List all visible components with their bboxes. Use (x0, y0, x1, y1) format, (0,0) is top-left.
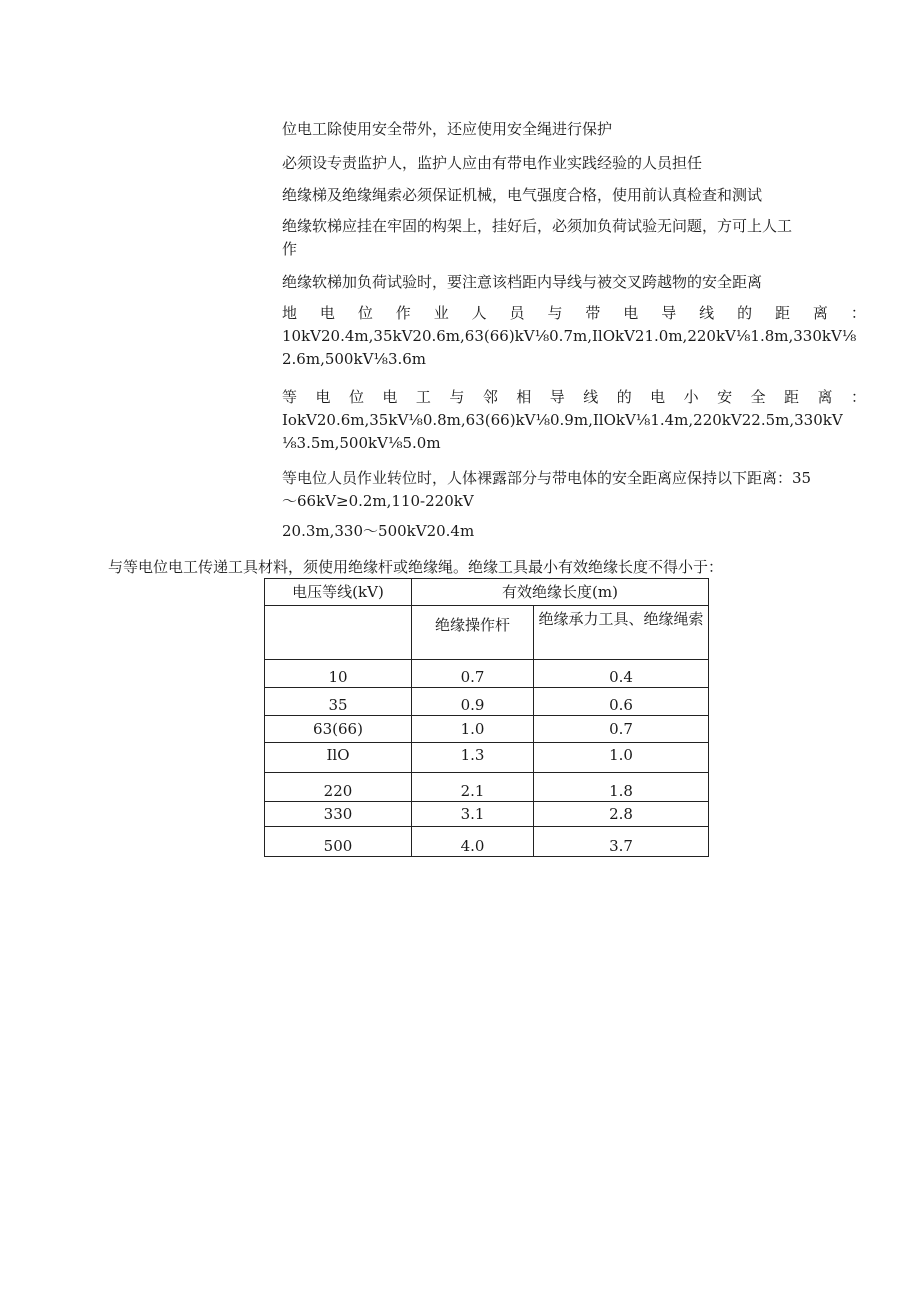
cell-rod: 1.0 (412, 716, 534, 743)
cell-rod: 0.7 (412, 660, 534, 688)
cell-rod: 2.1 (412, 773, 534, 802)
cell-voltage: IlO (265, 743, 412, 773)
paragraph-text: 绝缘梯及绝缘绳索必须保证机械，电气强度合格，使用前认真检查和测试 (282, 186, 763, 204)
subheader-operating-rod: 绝缘操作杆 (412, 606, 534, 660)
cell-voltage: 10 (265, 660, 412, 688)
paragraph-text: IokV20.6m,35kV⅛0.8m,63(66)kV⅛0.9m,IlOkV⅛1.4m,220kV22.5m,330kV (282, 411, 843, 429)
paragraph-text: 10kV20.4m,35kV20.6m,63(66)kV⅛0.7m,IlOkV21.0m,220kV⅛1.8m,330kV⅛ (282, 327, 857, 345)
paragraph-text: ～66kV≥0.2m,110-220kV (282, 492, 474, 510)
cell-rope: 1.8 (534, 773, 709, 802)
cell-rod: 0.9 (412, 688, 534, 716)
paragraph-transfer-distance-cont (282, 520, 866, 543)
paragraph-text: 必须设专责监护人，监护人应由有带电作业实践经验的人员担任 (282, 154, 703, 172)
table-row (265, 660, 709, 688)
cell-voltage: 220 (265, 773, 412, 802)
cell-rod: 3.1 (412, 802, 534, 827)
paragraph-transfer-position (282, 467, 866, 513)
table-subheader-row (265, 606, 709, 660)
cell-rope: 0.4 (534, 660, 709, 688)
paragraph-text: 20.3m,330～500kV20.4m (282, 522, 475, 540)
cell-voltage: 330 (265, 802, 412, 827)
table-row (265, 827, 709, 857)
cell-rope: 0.6 (534, 688, 709, 716)
paragraph-text: 2.6m,500kV⅛3.6m (282, 350, 427, 368)
table-row (265, 802, 709, 827)
header-voltage: 电压等线(kV) (265, 579, 412, 606)
table-row (265, 716, 709, 743)
paragraph-text: 作 (282, 240, 298, 258)
paragraph-text: 位电工除使用安全带外，还应使用安全绳进行保护 (282, 120, 613, 138)
paragraph-equal-potential-distance (282, 386, 866, 455)
paragraph-ground-potential-distance (282, 302, 866, 371)
subheader-load-tool-rope: 绝缘承力工具、绝缘绳索 (534, 606, 709, 660)
paragraph-safety-rope (282, 118, 866, 141)
paragraph-text: 等电位人员作业转位时，人体裸露部分与带电体的安全距离应保持以下距离：35 (282, 469, 812, 487)
paragraph-soft-ladder-load (282, 271, 866, 294)
cell-voltage: 500 (265, 827, 412, 857)
paragraph-text: 绝缘软梯加负荷试验时，要注意该档距内导线与被交叉跨越物的安全距离 (282, 273, 763, 291)
paragraph-heading-line: 等 电 位 电 工 与 邻 相 导 线 的 电 小 安 全 距 离 ： (282, 388, 866, 406)
table-header-row (265, 579, 709, 606)
paragraph-insulating-ladder (282, 184, 866, 207)
cell-rope: 0.7 (534, 716, 709, 743)
cell-voltage: 63(66) (265, 716, 412, 743)
cell-rope: 2.8 (534, 802, 709, 827)
cell-rope: 1.0 (534, 743, 709, 773)
paragraph-soft-ladder-hang (282, 215, 866, 261)
cell-rope: 3.7 (534, 827, 709, 857)
subheader-empty (265, 606, 412, 660)
cell-rod: 1.3 (412, 743, 534, 773)
cell-voltage: 35 (265, 688, 412, 716)
cell-rod: 4.0 (412, 827, 534, 857)
paragraph-text: 绝缘软梯应挂在牢固的构架上，挂好后，必须加负荷试验无问题，方可上人工 (282, 217, 793, 235)
table-row (265, 743, 709, 773)
table-row (265, 688, 709, 716)
paragraph-supervisor (282, 152, 866, 175)
insulation-length-table (264, 578, 709, 857)
table-row (265, 773, 709, 802)
header-effective-length: 有效绝缘长度(m) (412, 579, 709, 606)
table-intro-text: 与等电位电工传递工具材料，须使用绝缘杆或绝缘绳。绝缘工具最小有效绝缘长度不得小于： (108, 558, 724, 576)
paragraph-text: ⅛3.5m,500kV⅛5.0m (282, 434, 441, 452)
paragraph-heading-line: 地 电 位 作 业 人 员 与 带 电 导 线 的 距 离 ： (282, 304, 866, 322)
